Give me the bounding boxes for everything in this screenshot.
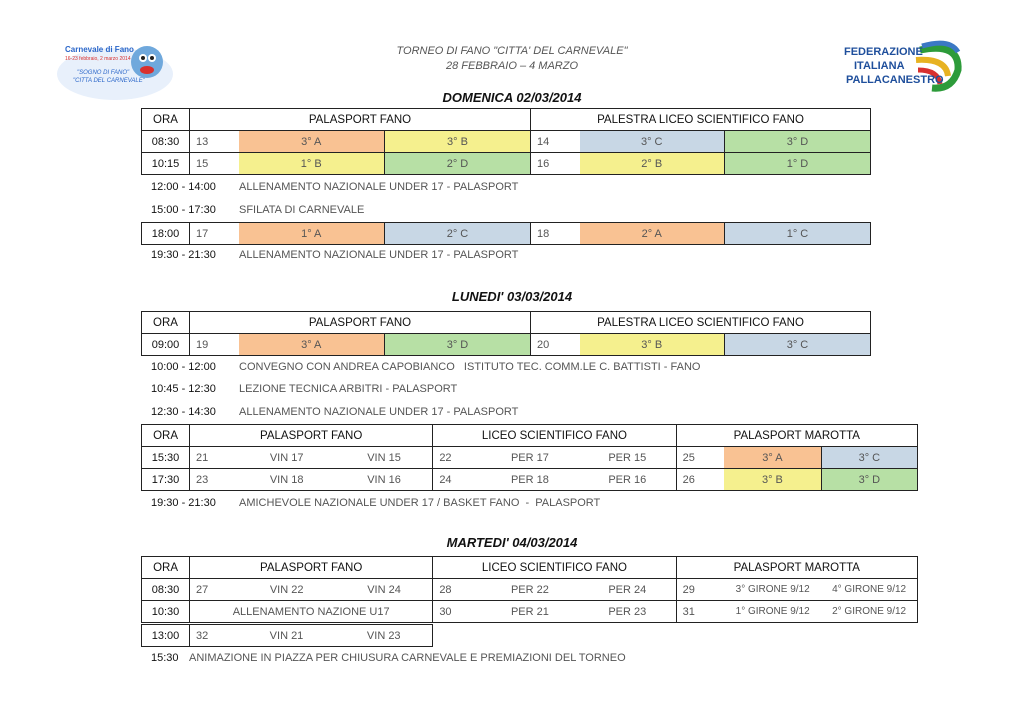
venue-marotta: PALASPORT MAROTTA xyxy=(676,425,917,447)
team-cell: 1° D xyxy=(725,153,871,175)
team-cell: 3° D xyxy=(725,131,871,153)
col-ora: ORA xyxy=(142,312,190,334)
team-cell: PER 18 xyxy=(481,469,579,491)
line-text: ALLENAMENTO NAZIONALE UNDER 17 - PALASPORT xyxy=(239,406,519,418)
match-number: 15 xyxy=(190,153,239,175)
team-cell: 3° B xyxy=(385,131,531,153)
team-cell: VIN 24 xyxy=(336,579,433,601)
tournament-title: TORNEO DI FANO "CITTA' DEL CARNEVALE" xyxy=(396,45,628,57)
venue-palasport-fano: PALASPORT FANO xyxy=(190,109,531,131)
schedule-line xyxy=(151,652,626,664)
match-number: 29 xyxy=(676,579,724,601)
match-number: 24 xyxy=(433,469,481,491)
fip-text-2: ITALIANA xyxy=(854,60,905,72)
team-cell: 3° D xyxy=(385,334,531,356)
fip-text-1: FEDERAZIONE xyxy=(844,46,923,58)
lunedi-afternoon-table xyxy=(141,424,918,491)
fip-logo xyxy=(840,40,968,95)
team-cell: VIN 17 xyxy=(238,447,336,469)
match-time: 08:30 xyxy=(142,131,190,153)
table-row xyxy=(142,153,871,175)
line-text: LEZIONE TECNICA ARBITRI - PALASPORT xyxy=(239,383,458,395)
match-time: 08:30 xyxy=(142,579,190,601)
team-cell: 3° A xyxy=(724,447,821,469)
fip-text-3: PALLACANESTRO xyxy=(846,74,944,86)
venue-palasport-fano: PALASPORT FANO xyxy=(190,557,433,579)
table-row xyxy=(142,579,918,601)
line-time: 12:00 - 14:00 xyxy=(151,181,216,193)
schedule-line xyxy=(151,497,600,509)
tournament-header xyxy=(300,44,724,74)
venue-liceo: LICEO SCIENTIFICO FANO xyxy=(433,425,676,447)
line-time: 10:00 - 12:00 xyxy=(151,361,216,373)
col-ora: ORA xyxy=(142,557,190,579)
team-cell: PER 16 xyxy=(579,469,676,491)
merged-cell: ALLENAMENTO NAZIONE U17 xyxy=(190,601,433,623)
table-row xyxy=(142,131,871,153)
match-number: 22 xyxy=(433,447,481,469)
table-header-row xyxy=(142,312,871,334)
team-cell: 3° A xyxy=(239,334,385,356)
venue-liceo: PALESTRA LICEO SCIENTIFICO FANO xyxy=(531,312,871,334)
team-cell: 3° GIRONE 9/12 xyxy=(724,579,821,601)
match-number: 31 xyxy=(676,601,724,623)
line-time: 15:00 - 17:30 xyxy=(151,204,216,216)
line-time: 19:30 - 21:30 xyxy=(151,497,216,509)
schedule-line xyxy=(151,383,457,395)
team-cell: PER 24 xyxy=(579,579,676,601)
team-cell: 3° C xyxy=(821,447,917,469)
match-number: 27 xyxy=(190,579,238,601)
line-text: ALLENAMENTO NAZIONALE UNDER 17 - PALASPORT xyxy=(239,181,519,193)
match-number: 13 xyxy=(190,131,239,153)
domenica-evening-table xyxy=(141,222,871,245)
match-time: 15:30 xyxy=(142,447,190,469)
venue-palasport-fano: PALASPORT FANO xyxy=(190,312,531,334)
line-text: ALLENAMENTO NAZIONALE UNDER 17 - PALASPORT xyxy=(239,249,519,261)
venue-palasport-fano: PALASPORT FANO xyxy=(190,425,433,447)
team-cell: 3° C xyxy=(580,131,725,153)
schedule-line xyxy=(151,361,700,373)
team-cell: 2° A xyxy=(580,223,725,245)
line-text: AMICHEVOLE NAZIONALE UNDER 17 / BASKET FANO - PALASPORT xyxy=(239,497,601,509)
team-cell: 1° A xyxy=(239,223,385,245)
line-text: CONVEGNO CON ANDREA CAPOBIANCO ISTITUTO TEC. COMM.LE C. BATTISTI - FANO xyxy=(239,361,701,373)
line-time: 15:30 xyxy=(151,652,179,664)
logo-text-2: 16-23 febbraio, 2 marzo 2014 xyxy=(65,56,131,62)
col-ora: ORA xyxy=(142,109,190,131)
col-ora: ORA xyxy=(142,425,190,447)
tournament-dates: 28 FEBBRAIO – 4 MARZO xyxy=(445,60,579,72)
team-cell: 2° D xyxy=(385,153,531,175)
match-time: 09:00 xyxy=(142,334,190,356)
team-cell: 2° B xyxy=(580,153,725,175)
line-text: SFILATA DI CARNEVALE xyxy=(239,204,365,216)
martedi-table xyxy=(141,556,918,623)
table-row xyxy=(142,625,433,647)
team-cell: 1° B xyxy=(239,153,385,175)
venue-liceo: LICEO SCIENTIFICO FANO xyxy=(433,557,676,579)
team-cell: PER 23 xyxy=(579,601,676,623)
match-number: 16 xyxy=(531,153,580,175)
match-number: 23 xyxy=(190,469,238,491)
logo-text-4: "CITTA DEL CARNEVALE" xyxy=(73,78,145,84)
team-cell: PER 22 xyxy=(481,579,579,601)
match-number: 17 xyxy=(190,223,239,245)
team-cell: PER 17 xyxy=(481,447,579,469)
team-cell: 3° A xyxy=(239,131,385,153)
line-time: 12:30 - 14:30 xyxy=(151,406,216,418)
team-cell: VIN 21 xyxy=(238,625,336,647)
match-number: 26 xyxy=(676,469,724,491)
day-title-domenica: DOMENICA 02/03/2014 xyxy=(442,90,582,105)
line-time: 19:30 - 21:30 xyxy=(151,249,216,261)
team-cell: VIN 23 xyxy=(336,625,433,647)
match-number: 18 xyxy=(531,223,580,245)
table-header-row xyxy=(142,425,918,447)
table-row xyxy=(142,334,871,356)
martedi-noon-table xyxy=(141,624,433,647)
match-number: 14 xyxy=(531,131,580,153)
match-time: 18:00 xyxy=(142,223,190,245)
match-number: 28 xyxy=(433,579,481,601)
team-cell: VIN 15 xyxy=(336,447,433,469)
logo-text-3: "SOGNO DI FANO" xyxy=(77,70,130,76)
match-time: 10:30 xyxy=(142,601,190,623)
match-time: 17:30 xyxy=(142,469,190,491)
table-row xyxy=(142,223,871,245)
match-number: 30 xyxy=(433,601,481,623)
schedule-line xyxy=(151,204,364,216)
schedule-line xyxy=(151,249,518,261)
match-number: 21 xyxy=(190,447,238,469)
table-header-row xyxy=(142,557,918,579)
team-cell: 1° C xyxy=(725,223,871,245)
line-text: ANIMAZIONE IN PIAZZA PER CHIUSURA CARNEVALE E PREMIAZIONI DEL TORNEO xyxy=(189,652,626,664)
team-cell: 3° B xyxy=(724,469,821,491)
team-cell: 3° B xyxy=(580,334,725,356)
table-header-row xyxy=(142,109,871,131)
team-cell: VIN 18 xyxy=(238,469,336,491)
table-row xyxy=(142,601,918,623)
day-title-lunedi: LUNEDI' 03/03/2014 xyxy=(451,289,573,304)
team-cell: PER 15 xyxy=(579,447,676,469)
line-time: 10:45 - 12:30 xyxy=(151,383,216,395)
match-time: 13:00 xyxy=(142,625,190,647)
schedule-line xyxy=(151,181,518,193)
venue-liceo: PALESTRA LICEO SCIENTIFICO FANO xyxy=(531,109,871,131)
domenica-table xyxy=(141,108,871,175)
day-title-martedi: MARTEDI' 04/03/2014 xyxy=(446,535,578,550)
team-cell: VIN 16 xyxy=(336,469,433,491)
match-number: 19 xyxy=(190,334,239,356)
team-cell: 4° GIRONE 9/12 xyxy=(821,579,917,601)
team-cell: 2° GIRONE 9/12 xyxy=(821,601,917,623)
schedule-line xyxy=(151,406,518,418)
team-cell: 3° C xyxy=(725,334,871,356)
venue-marotta: PALASPORT MAROTTA xyxy=(676,557,917,579)
team-cell: VIN 22 xyxy=(238,579,336,601)
match-number: 25 xyxy=(676,447,724,469)
table-row xyxy=(142,447,918,469)
team-cell: 3° D xyxy=(821,469,917,491)
match-number: 32 xyxy=(190,625,238,647)
logo-text-1: Carnevale di Fano xyxy=(65,45,134,54)
lunedi-table xyxy=(141,311,871,356)
match-time: 10:15 xyxy=(142,153,190,175)
team-cell: PER 21 xyxy=(481,601,579,623)
table-row xyxy=(142,469,918,491)
team-cell: 1° GIRONE 9/12 xyxy=(724,601,821,623)
team-cell: 2° C xyxy=(385,223,531,245)
match-number: 20 xyxy=(531,334,580,356)
